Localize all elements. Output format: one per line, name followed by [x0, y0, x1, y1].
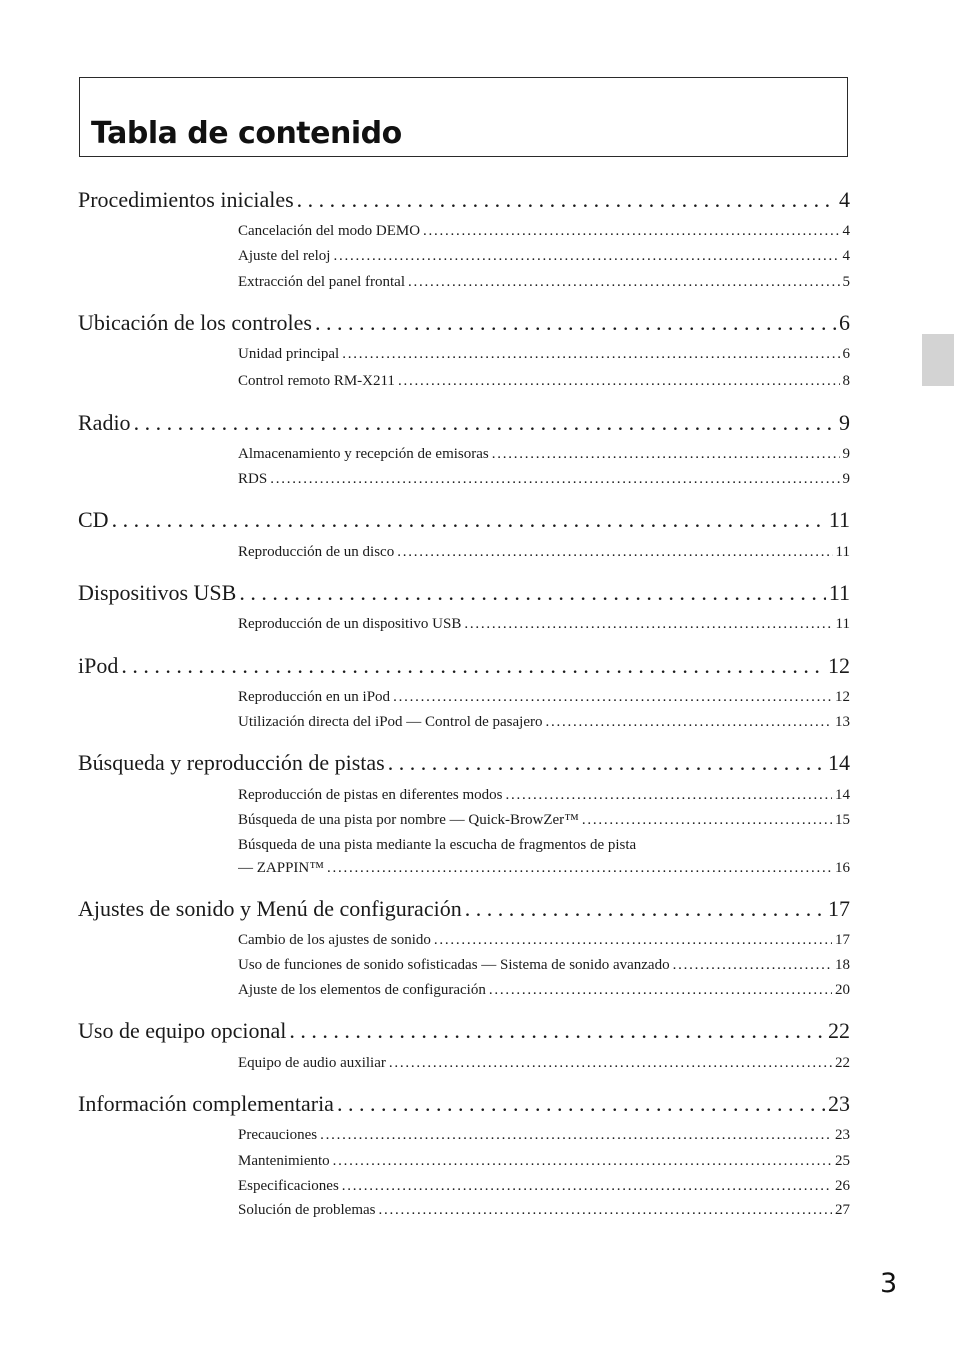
page-number: 3 — [880, 1268, 898, 1299]
toc-entry[interactable]: Solución de problemas . . . 27 — [238, 1200, 850, 1220]
toc-entry[interactable]: Cambio de los ajustes de sonido . . . 17 — [238, 930, 850, 950]
toc-entry[interactable]: Ajuste del reloj . . . 4 — [238, 246, 850, 266]
toc-entry[interactable]: Reproducción de un dispositivo USB . . . 11 — [238, 614, 850, 634]
toc-entry[interactable]: Precauciones . . . 23 — [238, 1125, 850, 1145]
side-tab-marker — [922, 334, 954, 386]
toc-section-informacion[interactable]: Información complementaria . . . 23 — [78, 1090, 850, 1118]
toc-section-opcional[interactable]: Uso de equipo opcional . . . 22 — [78, 1017, 850, 1045]
toc-section-ubicacion[interactable]: Ubicación de los controles . . . 6 — [78, 309, 850, 337]
toc-entry[interactable]: Cancelación del modo DEMO . . . 4 — [238, 221, 850, 241]
toc-entry[interactable]: Control remoto RM-X211 . . . 8 — [238, 371, 850, 391]
toc-entry[interactable]: Utilización directa del iPod — Control de pasajero . . . 13 — [238, 712, 850, 732]
toc-entry[interactable]: Mantenimiento . . . 25 — [238, 1151, 850, 1171]
title-box — [79, 77, 848, 157]
toc-entry[interactable]: — ZAPPIN™ . . . 16 — [238, 858, 850, 878]
toc-section-cd[interactable]: CD . . . 11 — [78, 506, 850, 534]
toc-section-usb[interactable]: Dispositivos USB . . . 11 — [78, 579, 850, 607]
toc-entry[interactable]: Búsqueda de una pista por nombre — Quick-BrowZer™ . . . 15 — [238, 810, 850, 830]
toc-entry[interactable]: Almacenamiento y recepción de emisoras . . . 9 — [238, 444, 850, 464]
toc-section-radio[interactable]: Radio . . . 9 — [78, 409, 850, 437]
toc-entry[interactable]: Especificaciones . . . 26 — [238, 1176, 850, 1196]
toc-section-busqueda[interactable]: Búsqueda y reproducción de pistas . . . 14 — [78, 749, 850, 777]
toc-entry[interactable]: Equipo de audio auxiliar . . . 22 — [238, 1053, 850, 1073]
toc-entry-continued[interactable]: Búsqueda de una pista mediante la escucha de fragmentos de pista — [238, 837, 637, 853]
toc-entry[interactable]: Reproducción de un disco . . . 11 — [238, 542, 850, 562]
toc-entry[interactable]: Reproducción de pistas en diferentes modos . . . 14 — [238, 785, 850, 805]
toc-entry[interactable]: RDS . . . 9 — [238, 469, 850, 489]
toc-entry[interactable]: Reproducción en un iPod . . . 12 — [238, 687, 850, 707]
toc-section-ipod[interactable]: iPod . . . 12 — [78, 652, 850, 680]
page-title: Tabla de contenido — [91, 116, 402, 151]
toc-section-ajustes[interactable]: Ajustes de sonido y Menú de configuración . . . 17 — [78, 895, 850, 923]
toc-entry[interactable]: Ajuste de los elementos de configuración . . . 20 — [238, 980, 850, 1000]
toc-entry[interactable]: Uso de funciones de sonido sofisticadas — Sistema de sonido avanzado . . . 18 — [238, 955, 850, 975]
toc-entry[interactable]: Unidad principal . . . 6 — [238, 344, 850, 364]
toc-entry[interactable]: Extracción del panel frontal . . . 5 — [238, 272, 850, 292]
toc-section-procedimientos[interactable]: Procedimientos iniciales . . . 4 — [78, 186, 850, 214]
